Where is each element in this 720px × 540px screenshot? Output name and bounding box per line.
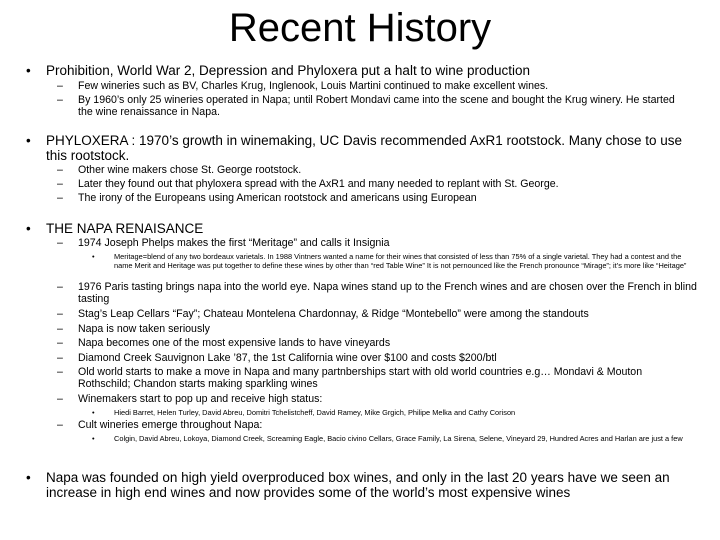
item-text: By 1960’s only 25 wineries operated in Napa; until Robert Mondavi came into the scene and bought the Krug winery. He started the wine renaissance in Napa. [78, 94, 675, 118]
bullet-marker: • [26, 133, 31, 148]
bullet-text: Prohibition, World War 2, Depression and Phyloxera put a halt to wine production [46, 63, 531, 78]
dash-marker: – [57, 94, 63, 106]
bullet-prohibition [26, 63, 698, 78]
dash-marker: – [57, 419, 63, 431]
bullet-marker: • [26, 470, 31, 485]
item-text: Old world starts to make a move in Napa and many partnberships start with old world countries e.g… Mondavi & Mouton Rothschild; Chandon starts making sparkling wines [78, 366, 643, 390]
item-text: Other wine makers chose St. George rootstock. [78, 164, 302, 176]
bullet-marker: • [26, 63, 31, 78]
dash-item [57, 179, 697, 191]
dash-marker: – [57, 164, 63, 176]
dash-marker: – [57, 393, 63, 405]
dash-marker: – [57, 237, 63, 249]
item-text: Later they found out that phyloxera spread with the AxR1 and many needed to replant with St. George. [78, 178, 559, 190]
subitem-text: Meritage=blend of any two bordeaux varietals. In 1988 Vintners wanted a name for their wines that consisted of less than 75% of a single varietal. They had a contest and the name Merit and Heritage was put together to define these wines by other than “red Table Wine” It is not pernounced like the French pronounce “Mirage”; it’s more like “Heitage” [114, 252, 687, 270]
dash-marker: – [57, 80, 63, 92]
dash-item [57, 367, 697, 390]
sub-bullet-item [92, 435, 698, 444]
sub-bullet-marker: • [92, 252, 95, 261]
item-text: 1976 Paris tasting brings napa into the world eye. Napa wines stand up to the French wines and are chosen over the French in blind tasting [78, 281, 697, 305]
dash-marker: – [57, 281, 63, 293]
dash-item [57, 309, 697, 321]
subitem-text: Hiedi Barret, Helen Turley, David Abreu, Domitri Tchelistcheff, David Ramey, Mike Grgich, Philipe Melka and Cathy Corison [114, 408, 516, 417]
dash-item [57, 338, 697, 350]
dash-item [57, 95, 687, 118]
item-text: Stag’s Leap Cellars “Fay”; Chateau Montelena Chardonnay, & Ridge “Montebello” were among the standouts [78, 308, 589, 320]
dash-item [57, 420, 697, 432]
bullet-marker: • [26, 221, 31, 236]
dash-marker: – [57, 366, 63, 378]
bullet-napa-founded [26, 470, 698, 500]
sub-bullet-item [92, 409, 698, 418]
sub-bullet-marker: • [92, 434, 95, 443]
item-text: Winemakers start to pop up and receive high status: [78, 393, 323, 405]
sub-bullet-marker: • [92, 408, 95, 417]
subitem-text: Colgin, David Abreu, Lokoya, Diamond Creek, Screaming Eagle, Bacio civino Cellars, Grace Family, La Sirena, Selene, Vineyard 29, Hundred Acres and Harlan are just a few [114, 434, 683, 443]
item-text: Diamond Creek Sauvignon Lake ’87, the 1st California wine over $100 and costs $200/btl [78, 352, 497, 364]
dash-item [57, 165, 697, 177]
bullet-text: PHYLOXERA : 1970’s growth in winemaking, UC Davis recommended AxR1 rootstock. Many chose to use this rootstock. [46, 133, 683, 163]
dash-marker: – [57, 352, 63, 364]
dash-item [57, 193, 697, 205]
dash-marker: – [57, 323, 63, 335]
dash-item [57, 324, 697, 336]
slide-title: Recent History [228, 6, 492, 50]
dash-item [57, 394, 697, 406]
dash-marker: – [57, 337, 63, 349]
dash-marker: – [57, 192, 63, 204]
dash-item [57, 282, 697, 305]
item-text: Napa becomes one of the most expensive lands to have vineyards [78, 337, 391, 349]
bullet-text: THE NAPA RENAISANCE [46, 221, 204, 236]
sub-bullet-item [92, 253, 698, 270]
dash-marker: – [57, 308, 63, 320]
dash-item [57, 81, 697, 93]
dash-marker: – [57, 178, 63, 190]
bullet-phyloxera [26, 133, 698, 163]
item-text: 1974 Joseph Phelps makes the first “Meritage” and calls it Insignia [78, 237, 390, 249]
dash-item [57, 238, 697, 250]
item-text: Napa is now taken seriously [78, 323, 210, 335]
item-text: Cult wineries emerge throughout Napa: [78, 419, 263, 431]
bullet-text: Napa was founded on high yield overproduced box wines, and only in the last 20 years have we seen an increase in high end wines and now provides some of the world’s most expensive wines [46, 470, 670, 500]
dash-item [57, 353, 697, 365]
bullet-napa-renaisance [26, 221, 698, 236]
item-text: The irony of the Europeans using American rootstock and americans using European [78, 192, 477, 204]
item-text: Few wineries such as BV, Charles Krug, Inglenook, Louis Martini continued to make excellent wines. [78, 80, 549, 92]
